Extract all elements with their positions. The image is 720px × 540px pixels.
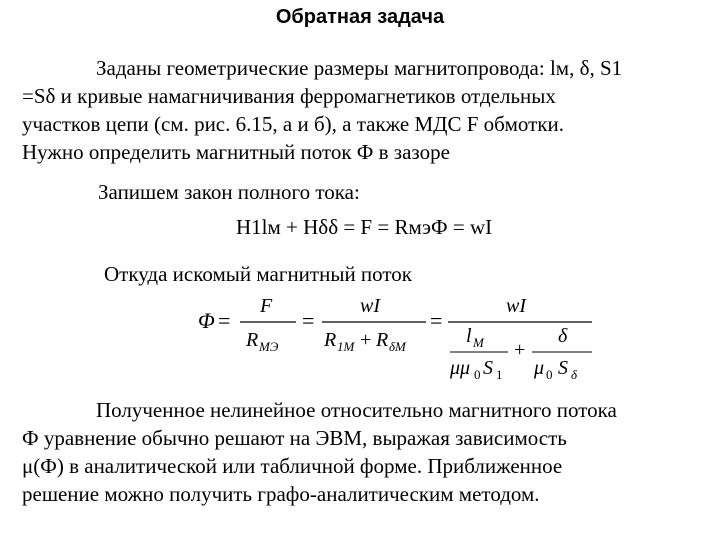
formula-R-sub-dM: δM (389, 339, 406, 354)
conclusion-line-2: Ф уравнение обычно решают на ЭВМ, выражая зависимость (22, 426, 567, 450)
formula-wI-1: wI (360, 295, 380, 317)
formula-R-sub-1M: 1M (337, 339, 355, 354)
formula-mu0-sub-1: 0 (474, 367, 481, 382)
conclusion-line-1: Полученное нелинейное относительно магнитного потока (96, 398, 617, 422)
formula-S-sub-delta: δ (571, 367, 578, 382)
formula-mu0-sub-2: 0 (546, 367, 553, 382)
formula-plus-1: + (360, 329, 372, 351)
formula-S-sub-1: 1 (496, 367, 503, 382)
formula-mu-mu: μμ (450, 357, 471, 379)
formula-mu: μ (534, 357, 545, 379)
formula-R-3: R (376, 329, 389, 351)
formula-S-2: S (558, 357, 568, 379)
formula-S-1: S (483, 357, 493, 379)
formula-eq-3: = (430, 308, 443, 333)
formula-F: F (260, 295, 273, 317)
formula-R-1: R (246, 329, 259, 351)
statement-line-2: =Sδ и кривые намагничивания ферромагнетиков отдельных (22, 84, 556, 108)
formula-R-sub-ME: MЭ (259, 339, 279, 354)
formula-plus-2: + (514, 339, 526, 361)
formula-phi: Φ (198, 308, 215, 333)
formula-l: l (466, 325, 472, 347)
law-intro: Запишем закон полного тока: (98, 180, 360, 204)
conclusion-paragraph (22, 396, 698, 508)
flux-intro: Откуда искомый магнитный поток (104, 262, 412, 286)
statement-line-3: участков цепи (см. рис. 6.15, а и б), а также МДС F обмотки. (22, 112, 564, 136)
formula-l-sub-M: M (473, 335, 484, 350)
total-current-law-equation: H1lм + Hδδ = F = RмэФ = wI (236, 215, 493, 239)
formula-R-2: R (324, 329, 337, 351)
problem-statement (22, 54, 698, 166)
statement-line-4: Нужно определить магнитный поток Ф в зазоре (22, 140, 450, 164)
conclusion-line-4: решение можно получить графо-аналитическим методом. (22, 482, 540, 506)
statement-line-1: Заданы геометрические размеры магнитопровода: lм, δ, S1 (96, 56, 623, 80)
formula-wI-2: wI (506, 295, 526, 317)
formula-delta: δ (558, 325, 568, 347)
formula-eq-2: = (302, 308, 315, 333)
flux-formula (196, 290, 616, 386)
slide-title: Обратная задача (275, 6, 445, 28)
conclusion-line-3: μ(Ф) в аналитической или табличной форме. Приближенное (22, 454, 563, 478)
formula-eq-1: = (218, 308, 231, 333)
